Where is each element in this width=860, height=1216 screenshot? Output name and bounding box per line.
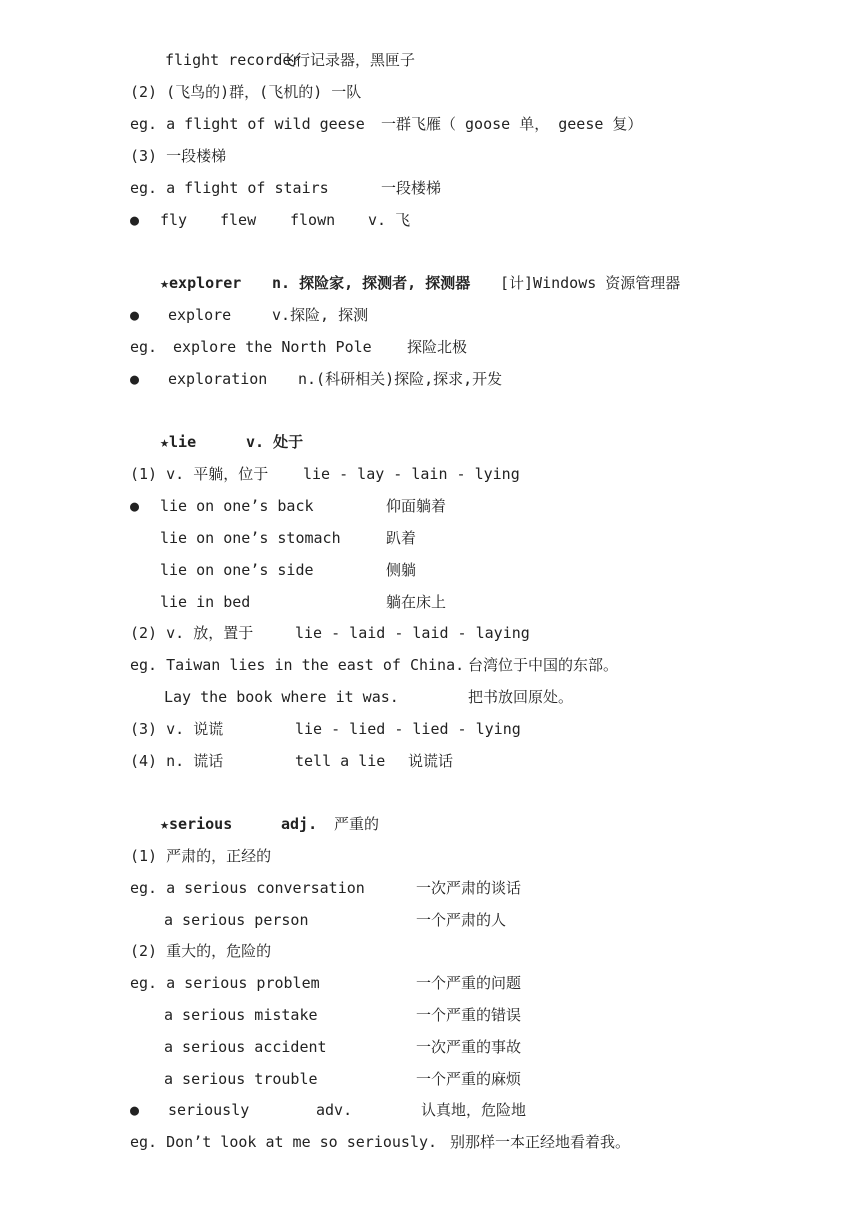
entry-heading: ★serious xyxy=(160,815,233,833)
text-line: flight recorder xyxy=(165,51,301,69)
text-line: (1) 严肃的，正经的 xyxy=(130,847,272,865)
text-line: 把书放回原处。 xyxy=(468,688,574,706)
text-line: tell a lie xyxy=(295,752,386,770)
text-line: [计]Windows 资源管理器 xyxy=(500,274,681,292)
text-line: (2) 重大的，危险的 xyxy=(130,942,272,960)
text-line: 认真地，危险地 xyxy=(421,1101,527,1119)
text-line: Lay the book where it was. xyxy=(164,688,399,706)
entry-heading: ★explorer xyxy=(160,274,242,292)
text-line: v. 飞 xyxy=(368,211,411,229)
bullet: ● xyxy=(130,497,140,515)
text-line: (3) 一段楼梯 xyxy=(130,147,227,165)
text-line: eg. xyxy=(130,338,158,356)
text-line: 一个严重的错误 xyxy=(416,1006,522,1024)
bullet: ● xyxy=(130,1101,140,1119)
text-line: lie on one’s back xyxy=(160,497,314,515)
text-line: a serious person xyxy=(164,911,309,929)
text-line: lie in bed xyxy=(160,593,251,611)
text-line: 飞行记录器，黑匣子 xyxy=(280,51,416,69)
text-line: lie - lay - lain - lying xyxy=(303,465,520,483)
text-line: 探险北极 xyxy=(407,338,468,356)
text-line: v. 处于 xyxy=(246,433,304,451)
text-line: 仰面躺着 xyxy=(386,497,447,515)
text-line: 一群飞雁（ goose 单， geese 复） xyxy=(381,115,643,133)
text-line: flown xyxy=(290,211,336,229)
text-line: lie - laid - laid - laying xyxy=(295,624,530,642)
text-line: 躺在床上 xyxy=(386,593,447,611)
text-line: 一个严肃的人 xyxy=(416,911,507,929)
text-line: eg. Taiwan lies in the east of China. xyxy=(130,656,465,674)
text-line: a serious mistake xyxy=(164,1006,318,1024)
text-line: eg. Don’t look at me so seriously. xyxy=(130,1133,438,1151)
text-line: adj. xyxy=(281,815,318,833)
text-line: 台湾位于中国的东部。 xyxy=(468,656,619,674)
text-line: 别那样一本正经地看着我。 xyxy=(450,1133,631,1151)
text-line: lie - lied - lied - lying xyxy=(295,720,521,738)
text-line: 说谎话 xyxy=(408,752,454,770)
text-line: eg. a flight of wild geese xyxy=(130,115,365,133)
text-line: exploration xyxy=(168,370,268,388)
text-line: explore the North Pole xyxy=(173,338,372,356)
text-line: (2) v. 放，置于 xyxy=(130,624,254,642)
text-line: adv. xyxy=(316,1101,353,1119)
text-line: eg. a flight of stairs xyxy=(130,179,329,197)
text-line: 一个严重的问题 xyxy=(416,974,522,992)
text-line: (4) n. 谎话 xyxy=(130,752,224,770)
text-line: lie on one’s side xyxy=(160,561,314,579)
bullet: ● xyxy=(130,370,140,388)
text-line: 严重的 xyxy=(334,815,380,833)
text-line: (1) v. 平躺，位于 xyxy=(130,465,269,483)
text-line: 侧躺 xyxy=(386,561,417,579)
bullet: ● xyxy=(130,306,140,324)
text-line: flew xyxy=(220,211,257,229)
text-line: a serious trouble xyxy=(164,1070,318,1088)
text-line: 一个严重的麻烦 xyxy=(416,1070,522,1088)
text-line: seriously xyxy=(168,1101,250,1119)
text-line: eg. a serious problem xyxy=(130,974,320,992)
text-line: 一次严肃的谈话 xyxy=(416,879,522,897)
text-line: n. 探险家, 探测者, 探测器 xyxy=(272,274,471,292)
text-line: (3) v. 说谎 xyxy=(130,720,224,738)
text-line: 趴着 xyxy=(386,529,417,547)
text-line: lie on one’s stomach xyxy=(160,529,341,547)
text-line: (2) (飞鸟的)群，(飞机的) 一队 xyxy=(130,83,362,101)
text-line: eg. a serious conversation xyxy=(130,879,365,897)
text-line: 一段楼梯 xyxy=(381,179,442,197)
text-line: v.探险, 探测 xyxy=(272,306,369,324)
text-line: explore xyxy=(168,306,232,324)
text-line: fly xyxy=(160,211,188,229)
entry-heading: ★lie xyxy=(160,433,197,451)
text-line: n.(科研相关)探险,探求,开发 xyxy=(298,370,503,388)
bullet: ● xyxy=(130,211,140,229)
text-line: 一次严重的事故 xyxy=(416,1038,522,1056)
text-line: a serious accident xyxy=(164,1038,327,1056)
